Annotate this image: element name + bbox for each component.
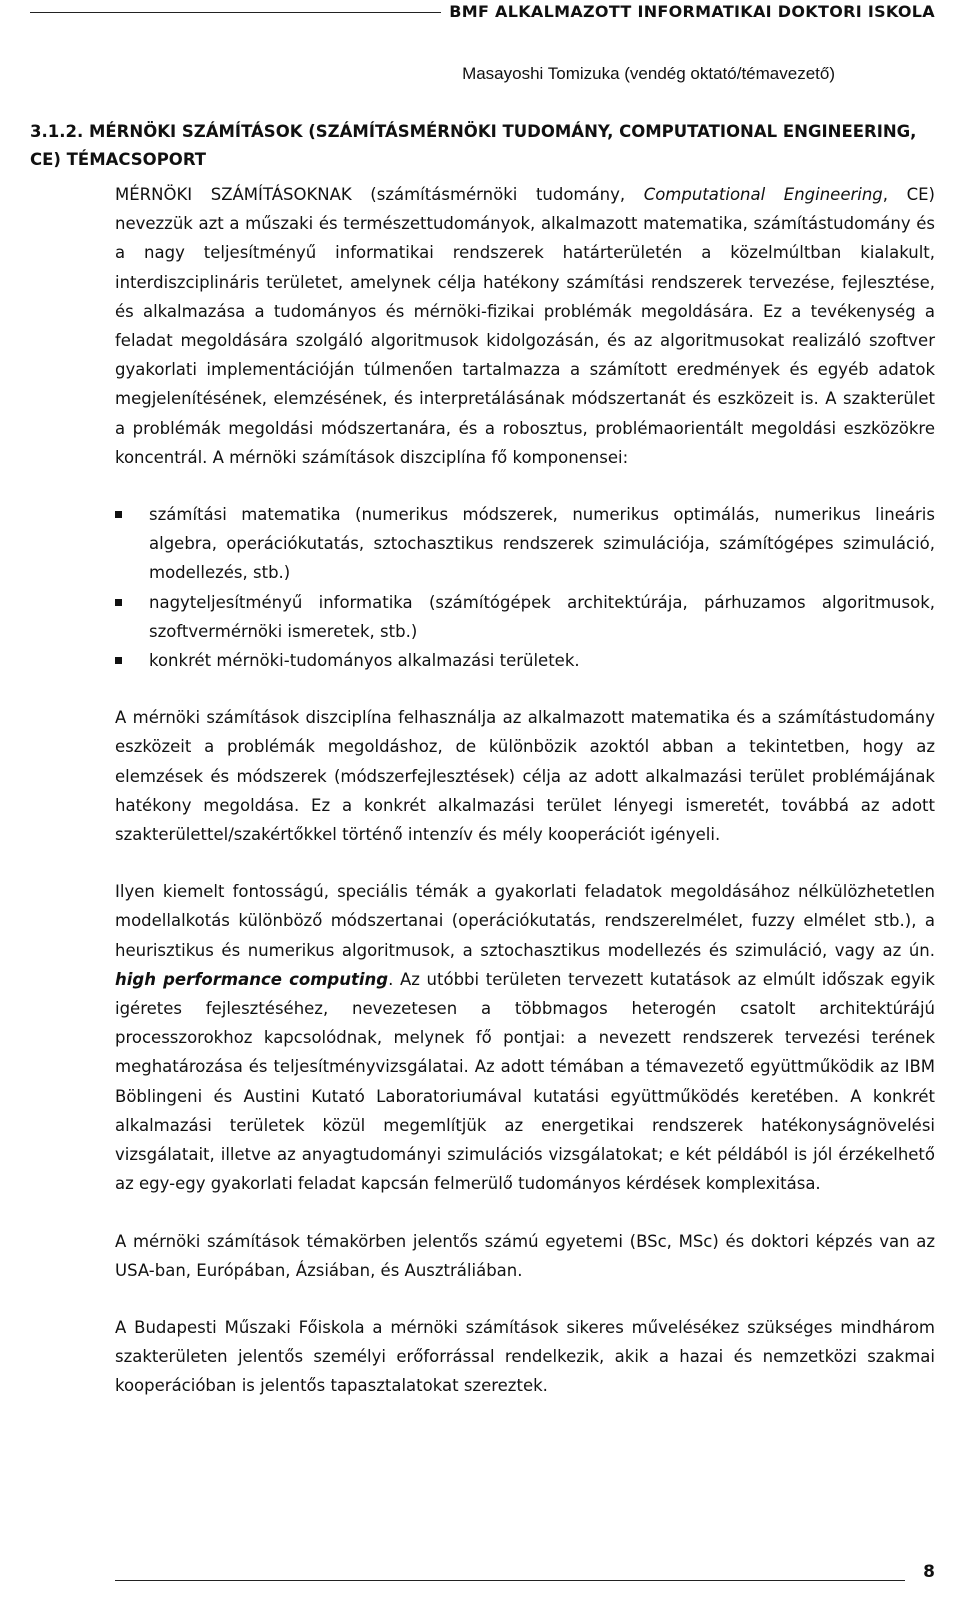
topics-text-2: . Az utóbbi területen tervezett kutatások az elmúlt időszak egyik igéretes fejlesztéséhez, nevezetesen a többmagos heterogén csatolt architektúrájú processzorokhoz kapcsolódnak, melynek fő pontjai: a nevezett rendszerek tervezési terének meghatározása és teljesítményvizsgálatai. Az adott témában a témavezető együttműködik az IBM Böblingeni és Austini Kutató Laboratoriumával kutatási együttműködés keretében. A konkrét alkalmazási területek közül megemlítjük az energetikai rendszerek hatékonyságnövelési vizsgálatait, illetve az anyagtudományi szimulációs vizsgálatokat; e két példából is jól érzékelhető az egy-egy gyakorlati feladat kapcsán felmerülő tudományos kérdések komplexitása. bbox=[115, 969, 935, 1194]
list-item bbox=[115, 588, 935, 646]
topics-text-1: Ilyen kiemelt fontosságú, speciális témák a gyakorlati feladatok megoldásához nélkülözhetetlen modellalkotás különböző módszertanai (operációkutatás, rendszerelmélet, fuzzy elmélet stb.), a heurisztikus és numerikus algoritmusok, a sztochasztikus modellezés és szimuláció, vagy az ún. bbox=[115, 882, 935, 960]
components-list bbox=[115, 500, 935, 675]
page-header bbox=[30, 0, 935, 26]
paragraph-bmf: A Budapesti Műszaki Főiskola a mérnöki számítások sikeres művelésékez szükséges mindhárom szakterületen jelentős személyi erőforrással rendelkezik, akik a hazai és nemzetközi szakmai kooperációban is jelentős tapasztalatokat szereztek. bbox=[115, 1317, 935, 1396]
paragraph-education: A mérnöki számítások témakörben jelentős számú egyetemi (BSc, MSc) és doktori képzés van az USA-ban, Európában, Ázsiában, és Ausztráliában. bbox=[115, 1231, 935, 1280]
list-item-text: nagyteljesítményű informatika (számítógépek architektúrája, párhuzamos algoritmusok, szoftvermérnöki ismeretek, stb.) bbox=[149, 592, 935, 641]
paragraph-topics bbox=[115, 877, 935, 1198]
square-bullet-icon bbox=[115, 599, 122, 606]
list-item-text: számítási matematika (numerikus módszerek, numerikus optimálás, numerikus lineáris algebra, operációkutatás, sztochasztikus rendszerek szimulációja, számítógépes szimuláció, modellezés, stb.) bbox=[149, 505, 935, 583]
intro-italic-term: Computational Engineering bbox=[643, 185, 883, 204]
body-text bbox=[115, 180, 935, 1401]
list-item bbox=[115, 500, 935, 588]
paragraph-discipline: A mérnöki számítások diszciplína felhasználja az alkalmazott matematika és a számítástudomány eszközeit a problémák megoldáshoz, de különbözik azoktól abban a tekintetben, hogy az elemzések és módszerek (módszerfejlesztések) célja az adott alkalmazási terület problémájának hatékony megoldása. Ez a konkrét alkalmazási terület lényegi ismeretét, továbbá az adott szakterülettel/szakértőkkel történő intenzív és mély kooperációt igényeli. bbox=[115, 708, 935, 845]
header-title: BMF ALKALMAZOTT INFORMATIKAI DOKTORI ISKOLA bbox=[441, 2, 935, 21]
intro-text-2: , CE) nevezzük azt a műszaki és természettudományok, alkalmazott matematika, számítástudomány és a nagy teljesítményű informatikai rendszerek határterületén a közelmúltban kialakult, interdiszciplináris területet, amelynek célja hatékony számítási rendszerek tervezése, fejlesztése, és alkalmazása a tudományos és mérnöki-fizikai problémák megoldására. Ez a tevékenység a feladat megoldására szolgáló algoritmusok kidolgozásán, és az algoritmusokat realizáló szoftver gyakorlati implementációján túlmenően tartalmazza a számított eredmények és egyéb adatok megjelenítésének, elemzésének, és interpretálásának módszertanát és eszközeit is. A szakterület a problémák megoldási módszertanára, és a robosztus, problémaorientált megoldási eszközökre koncentrál. A mérnöki számítások diszciplína fő komponensei: bbox=[115, 185, 935, 467]
page-number: 8 bbox=[923, 1562, 935, 1582]
list-item-text: konkrét mérnöki-tudományos alkalmazási területek. bbox=[149, 651, 580, 671]
footer-rule bbox=[115, 1580, 905, 1581]
intro-text-1: MÉRNÖKI SZÁMÍTÁSOKNAK (számításmérnöki tudomány, bbox=[115, 185, 644, 204]
section-title: 3.1.2. MÉRNÖKI SZÁMÍTÁSOK (SZÁMÍTÁSMÉRNÖKI TUDOMÁNY, COMPUTATIONAL ENGINEERING, CE) TÉMACSOPORT bbox=[30, 122, 917, 169]
square-bullet-icon bbox=[115, 511, 122, 518]
list-item bbox=[115, 646, 935, 675]
square-bullet-icon bbox=[115, 657, 122, 664]
author-line: Masayoshi Tomizuka (vendég oktató/témavezető) bbox=[462, 64, 835, 83]
intro-paragraph bbox=[115, 180, 935, 472]
topics-italic-term: high performance computing bbox=[115, 969, 389, 989]
